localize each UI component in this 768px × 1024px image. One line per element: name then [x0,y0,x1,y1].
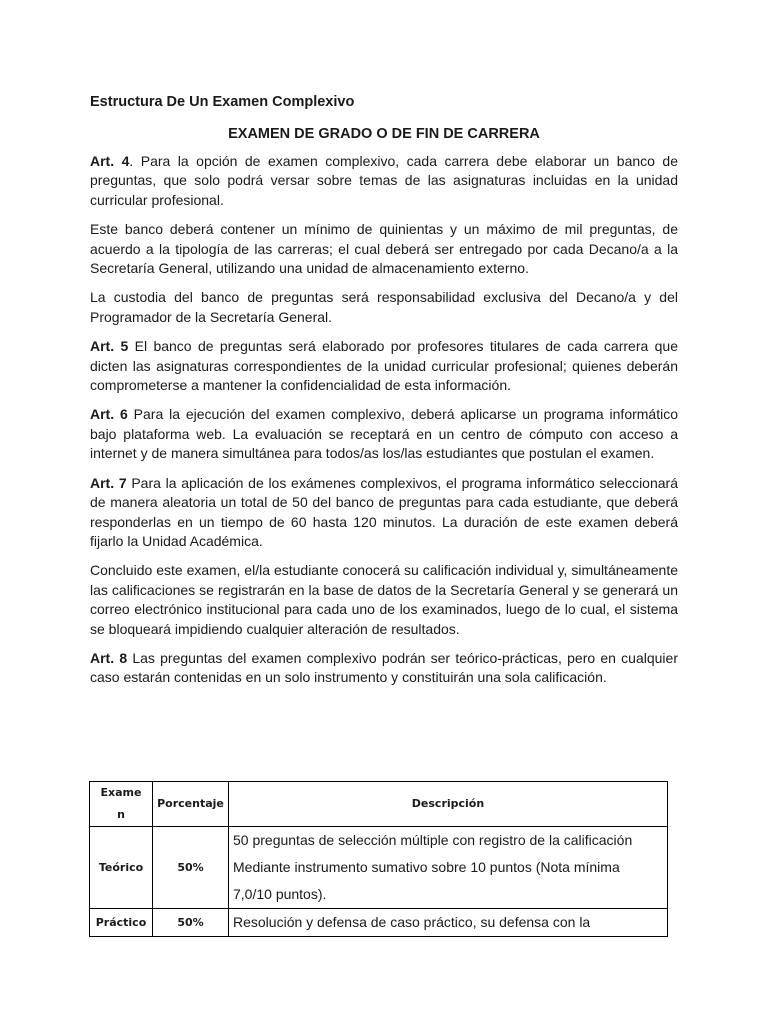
cell-porcentaje: 50% [153,909,229,937]
exam-table [89,781,668,937]
document-page [90,92,678,698]
paragraph-text: . Para la opción de examen complexivo, cada carrera debe elaborar un banco de preguntas, que solo podrá versar sobre temas de las asignaturas incluidas en la unidad curricular profesional. [90,153,678,208]
table-row [90,827,668,909]
paragraph-text: Para la aplicación de los exámenes complexivos, el programa informático seleccionará de manera aleatoria un total de 50 del banco de preguntas para cada estudiante, que deberá responderlas en un tiempo de 60 hasta 120 minutos. La duración de este examen deberá fijarlo la Unidad Académica. [90,474,678,549]
paragraph-text: El banco de preguntas será elaborado por profesores titulares de cada carrera que dicten las asignaturas correspondientes de la unidad curricular profesional; quienes deberán comprometerse a mantener la confidencialidad de esta información. [90,338,678,394]
paragraph-custodia [90,288,678,327]
paragraph-banco [90,220,678,278]
header-descripcion: Descripción [229,782,668,827]
cell-examen: Práctico [90,909,153,937]
article-number: Art. 5 [90,338,129,355]
paragraph-art-6 [90,405,678,463]
cell-descripcion: Resolución y defensa de caso práctico, su defensa con la [229,909,668,937]
paragraph-art-5 [90,337,678,395]
paragraph-text: Este banco deberá contener un mínimo de quinientas y un máximo de mil preguntas, de acuerdo a la tipología de las carreras; el cual deberá ser entregado por cada Decano/a a la Secretaría General, utilizando una unidad de almacenamiento externo. [90,221,678,277]
paragraph-concluido [90,561,678,639]
article-number: Art. 8 [90,649,128,666]
cell-examen: Teórico [90,827,153,909]
paragraph-text: Concluido este examen, el/la estudiante conocerá su calificación individual y, simultáneamente las calificaciones se registrarán en la base de datos de la Secretaría General y se generará un correo electrónico institucional para cada uno de los examinados, luego de lo cual, el sistema se bloqueará impidiendo cualquier alteración de resultados. [90,562,678,637]
paragraph-text: Las preguntas del examen complexivo podrán ser teórico-prácticas, pero en cualquier caso estarán contenidas en un solo instrumento y constituirán una sola calificación. [90,649,678,686]
document-title: Estructura De Un Examen Complexivo [90,94,355,110]
paragraph-art-8 [90,649,678,688]
paragraph-text: La custodia del banco de preguntas será responsabilidad exclusiva del Decano/a y del Programador de la Secretaría General. [90,289,678,325]
table-header-row [90,782,668,827]
header-porcentaje: Porcentaje [153,782,229,827]
article-number: Art. 7 [90,474,127,491]
header-examen: Exame n [90,782,153,827]
paragraph-text: Para la ejecución del examen complexivo, deberá aplicarse un programa informático bajo plataforma web. La evaluación se receptará en un centro de cómputo con acceso a internet y de manera simultánea para todos/as los/las estudiantes que postulan el examen. [90,406,678,462]
article-number: Art. 4 [90,153,130,169]
article-number: Art. 6 [90,406,128,423]
cell-descripcion: 50 preguntas de selección múltiple con registro de la calificación Mediante instrumento sumativo sobre 10 puntos (Nota mínima 7,0/10 puntos). [229,827,668,909]
paragraph-art-7 [90,474,678,552]
section-heading: EXAMEN DE GRADO O DE FIN DE CARRERA [228,126,540,142]
table-row [90,909,668,937]
cell-porcentaje: 50% [153,827,229,909]
paragraph-art-4 [90,152,678,210]
